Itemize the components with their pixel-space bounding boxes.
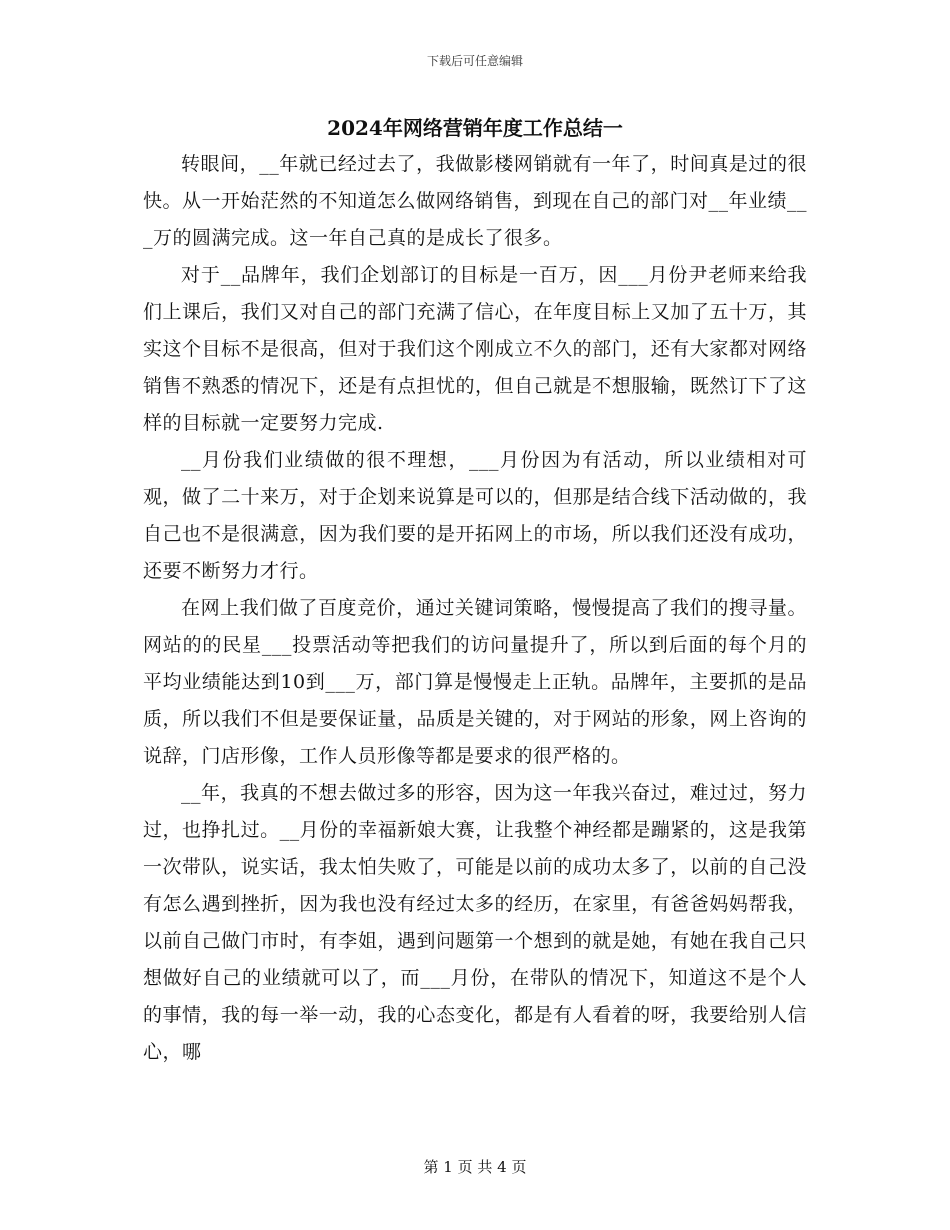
paragraph: 对于__品牌年，我们企划部订的目标是一百万，因___月份尹老师来给我们上课后，我们又对自己的部门充满了信心，在年度目标上又加了五十万，其实这个目标不是很高，但对于我们这个刚成立不久的部门，还有大家都对网络销售不熟悉的情况下，还是有点担忧的，但自己就是不想服输，既然订下了这样的目标就一定要努力完成.: [143, 264, 807, 434]
paragraph: __月份我们业绩做的很不理想，___月份因为有活动，所以业绩相对可观，做了二十来万，对于企划来说算是可以的，但那是结合线下活动做的，我自己也不是很满意，因为我们要的是开拓网上的市场，所以我们还没有成功，还要不断努力才行。: [143, 449, 807, 582]
paragraph: __年，我真的不想去做过多的形容，因为这一年我兴奋过，难过过，努力过，也挣扎过。__月份的幸福新娘大赛，让我整个神经都是蹦紧的，这是我第一次带队，说实话，我太怕失败了，可能是以前的成功太多了，以前的自己没有怎么遇到挫折，因为我也没有经过太多的经历，在家里，有爸爸妈妈帮我，以前自己做门市时，有李姐，遇到问题第一个想到的就是她，有她在我自己只想做好自己的业绩就可以了，而___月份，在带队的情况下，知道这不是个人的事情，我的每一举一动，我的心态变化，都是有人看着的呀，我要给别人信心，哪: [143, 782, 807, 1063]
document-title: 2024年网络营销年度工作总结一: [327, 116, 623, 140]
header-note: 下载后可任意编辑: [426, 54, 523, 68]
paragraph: 在网上我们做了百度竞价，通过关键词策略，慢慢提高了我们的搜寻量。网站的的民星___投票活动等把我们的访问量提升了，所以到后面的每个月的平均业绩能达到10到___万，部门算是慢慢走上正轨。品牌年，主要抓的是品质，所以我们不但是要保证量，品质是关键的，对于网站的形象，网上咨询的说辞，门店形像，工作人员形像等都是要求的很严格的。: [143, 597, 807, 767]
document-body: [143, 146, 807, 1071]
page-footer: 第 1 页 共 4 页: [423, 1158, 527, 1176]
paragraph: 转眼间，__年就已经过去了，我做影楼网销就有一年了，时间真是过的很快。从一开始茫然的不知道怎么做网络销售，到现在自己的部门对__年业绩___万的圆满完成。这一年自己真的是成长了很多。: [143, 153, 808, 249]
